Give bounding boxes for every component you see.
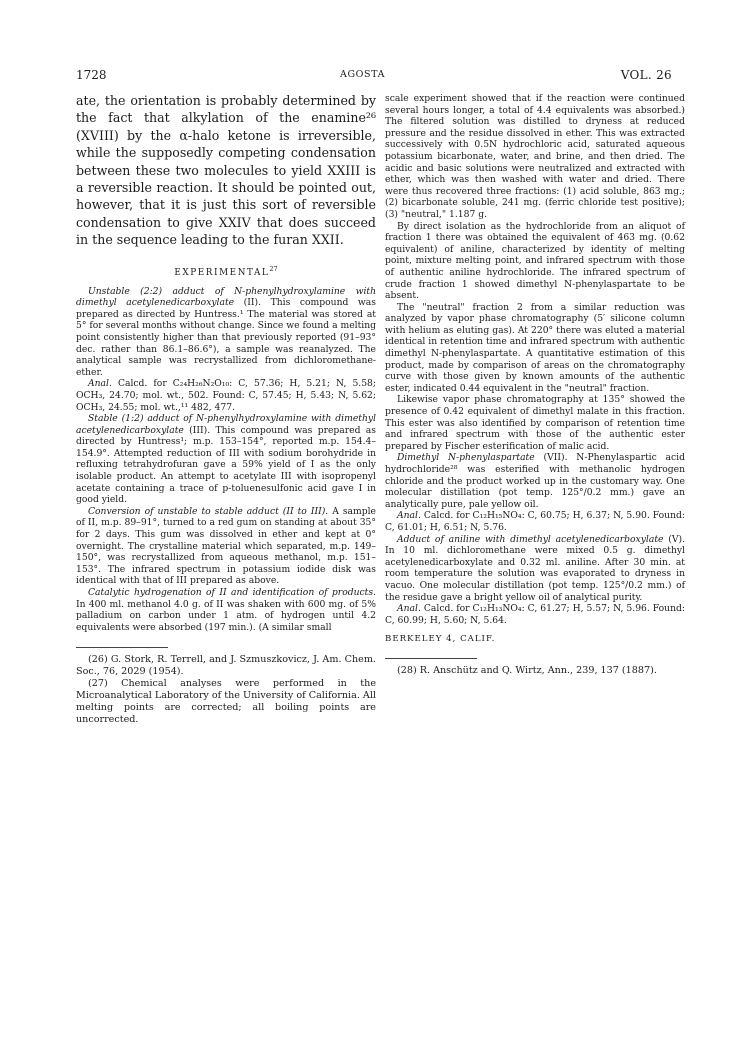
page-number: 1728 [76,68,107,82]
paragraph-title: Unstable (2:2) adduct of N-phenylhydroxylamine with dimethyl acetylenedicarboxylate [76,285,376,309]
experimental-heading [76,265,376,278]
paragraph-neutral-fraction: The "neutral" fraction 2 from a similar reduction was analyzed by vapor phase chromatography (5′ silicone column with helium as eluting gas). At 220° there was eluted a material identical in retention time and infrared spectrum with authentic dimethyl N-phenylaspartate. A quantitative estimation of this product, made by comparison of areas on the chromatography curve with those given by known amounts of the authentic ester, indicated 0.44 equivalent in the "neutral" fraction. [385,301,685,394]
paragraph-body: (V). In 10 ml. dichloromethane were mixed 0.5 g. dimethyl acetylenedicarboxylate and 0.32 ml. aniline. After 30 min. at room temperature the solution was evaporated to dryness in vacuo. One molecular distillation (pot temp. 125°/0.2 mm.) of the residue gave a bright yellow oil of analytical purity. [385,533,685,603]
author-location: BERKELEY 4, CALIF. [385,634,496,645]
footnote-28: (28) R. Anschütz and Q. Wirtz, Ann., 239, 137 (1887). [397,665,657,677]
paragraph-malate: Likewise vapor phase chromatography at 135° showed the presence of 0.42 equivalent of dimethyl malate in this fraction. This ester was also identified by comparison of retention time and infrared spectrum with those of the authentic ester prepared by Fischer esterification of malic acid. [385,394,685,452]
paragraph-title: Conversion of unstable to stable adduct (II to III). [88,505,329,517]
footnote-27: (27) Chemical analyses were performed in the Microanalytical Laboratory of the University of California. All melting points are corrected; all boiling points are uncorrected. [76,678,376,726]
paragraph-stable-adduct [76,413,376,506]
paragraph-conversion [76,506,376,587]
analysis-label: Anal. [88,378,112,390]
right-column [385,93,685,677]
paragraph-body: (II). This compound was prepared as directed by Huntress.¹ The material was stored at 5° for several months without change. Since we found a melting point consistently higher than that previously reported (91–93° dec. rather than 86.1–86.6°), a sample was reanalyzed. The analytical sample was recrystallized from dichloromethane-ether. [76,297,376,378]
paragraph-body: (VII). N-Phenylaspartic acid hydrochloride²⁸ was esterified with methanolic hydrogen chloride and the product worked up in the customary way. One molecular distillation (pot temp. 125°/0.2 mm.) gave an analytically pure, pale yellow oil. [385,452,686,510]
experimental-heading-text: EXPERIMENTAL [174,267,270,278]
paragraph-title: Adduct of aniline with dimethyl acetylenedicarboxylate [397,533,664,545]
analysis-label: Anal. [397,603,421,615]
paragraph-body: In 400 ml. methanol 4.0 g. of II was shaken with 600 mg. of 5% palladium on carbon under 1 atm. of hydrogen until 4.2 equivalents were absorbed (197 min.). (A similar small [76,598,376,633]
paragraph-body: A sample of II, m.p. 89–91°, turned to a red gum on standing at about 35° for 2 days. This gum was dissolved in ether and kept at 0° overnight. The crystalline material which separated, m.p. 149–150°, was recrystallized from aqueous methanol, m.p. 151–153°. The infrared spectrum in potassium iodide disk was identical with that of III prepared as above. [76,505,376,587]
paragraph-title: Stable (1:2) adduct of N-phenylhydroxylamine with dimethyl acetylenedicarboxylate [76,413,376,436]
paragraph-title: Catalytic hydrogenation of II and identification of products. [88,587,376,599]
volume-label: VOL. 26 [620,68,672,82]
analysis-text: Calcd. for C₁₂H₁₅NO₄: C, 60.75; H, 6.37; N, 5.90. Found: C, 61.01; H, 6.51; N, 5.76. [385,510,685,533]
paragraph-fractions: scale experiment showed that if the reaction were continued several hours longer, a total of 4.4 equivalents was absorbed.) The filtered solution was distilled to dryness at reduced pressure and the residue dissolved in ether. This was extracted successively with 0.5N hydrochloric acid, saturated aqueous potassium bicarbonate, water, and brine, and then dried. The acidic and basic solutions were neutralized and extracted with ether, which was then washed with water and dried. There were thus recovered three fractions: (1) acid soluble, 863 mg.; (2) bicarbonate soluble, 241 mg. (ferric chloride test positive); (3) "neutral," 1.187 g. [385,93,685,220]
experimental-heading-ref: 27 [269,264,278,273]
paragraph-unstable-adduct [76,286,376,379]
footnote-divider [385,658,477,659]
footnote-26: (26) G. Stork, R. Terrell, and J. Szmuszkovicz, J. Am. Chem. Soc., 76, 2029 (1954). [76,654,376,678]
analysis-text: Calcd. for C₁₂H₁₃NO₄: C, 61.27; H, 5.57; N, 5.96. Found: C, 60.99; H, 5.60; N, 5.64. [385,603,685,626]
intro-paragraph: ate, the orientation is probably determined by the fact that alkylation of the enamine²⁶ (XVIII) by the α-halo ketone is irreversible, while the supposedly competing condensation between these two molecules to yield XXIII is a reversible reaction. It should be pointed out, however, that it is just this sort of reversible condensation to give XXIV that does succeed in the sequence leading to the furan XXII. [76,93,376,248]
analysis-text: Calcd. for C₂₄H₂₆N₂O₁₀: C, 57.36; H, 5.21; N, 5.58; OCH₃, 24.70; mol. wt., 502. Found: C, 57.45; H, 5.43; N, 5.62; OCH₃, 24.55; mol. wt.,¹¹ 482, 477. [76,378,376,413]
analysis-line [385,603,685,626]
paragraph-body: (III). This compound was prepared as directed by Huntress¹; m.p. 153–154°, reported m.p. 154.4–154.9°. Attempted reduction of III with sodium borohydride in refluxing tetrahydrofuran gave a 59% yield of I as the only isolable product. An attempt to acetylate III with isopropenyl acetate containing a trace of p-toluenesulfonic acid gave I in good yield. [76,424,376,506]
paragraph-aniline-adduct [385,534,685,604]
running-title: AGOSTA [340,69,386,80]
paragraph-aniline-isolation: By direct isolation as the hydrochloride from an aliquot of fraction 1 there was obtained the equivalent of 463 mg. (0.62 equivalent) of aniline, characterized by identity of melting point, mixture melting point, and infrared spectrum with those of authentic aniline hydrochloride. The infrared spectrum of crude fraction 1 showed dimethyl N-phenylaspartate to be absent. [385,220,685,302]
paragraph-phenylaspartate [385,452,685,510]
analysis-line [76,378,376,413]
analysis-line [385,510,685,533]
paragraph-hydrogenation [76,587,376,633]
left-column [76,92,376,726]
footnote-divider [76,647,168,648]
paragraph-title: Dimethyl N-phenylaspartate [397,452,535,464]
analysis-label: Anal. [397,510,421,522]
